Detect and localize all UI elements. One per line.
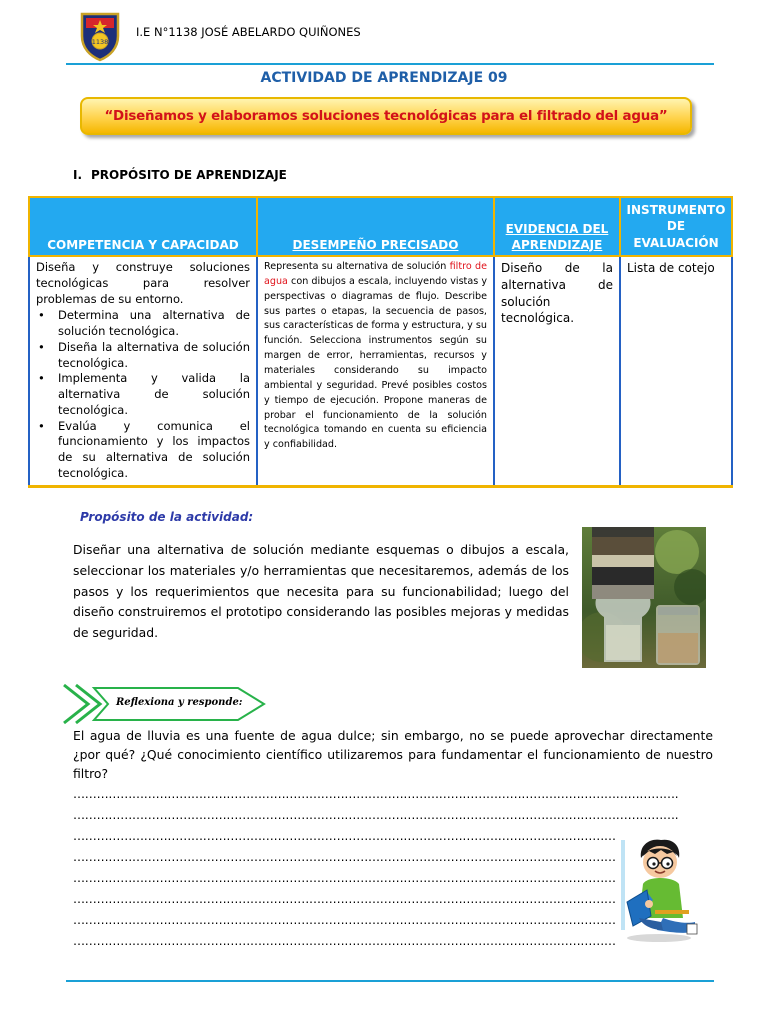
section-title: PROPÓSITO DE APRENDIZAJE <box>91 168 287 182</box>
answer-line-1[interactable]: ………………………………………………………………………………………………………………………………………. <box>73 787 679 801</box>
section-number: I. <box>73 168 83 182</box>
capacidades-list <box>36 308 250 481</box>
school-name: I.E N°1138 JOSÉ ABELARDO QUIÑONES <box>136 25 361 39</box>
title-banner <box>80 97 692 135</box>
desempeno-text: Representa su alternativa de solución filtro de agua con dibujos a escala, incluyendo vistas y perspectivas o diagramas de flujo. Describe sus partes o etapas, la secuencia de pasos, sus características de forma y estructura, y su función. Selecciona instrumentos según su margen de error, herramientas, recursos y materiales considerando su impacto ambiental y seguridad. Prevé posibles costos y tiempo de ejecución. Propone maneras de probar el funcionamiento de la solución tecnológica tomando en cuenta su eficiencia y confiabilidad. <box>264 261 487 451</box>
section-heading <box>73 168 287 182</box>
evidencia-cell <box>494 256 620 486</box>
logo-number: 1138 <box>91 38 109 46</box>
capacidad-item: • Determina una alternativa de solución tecnológica. <box>38 308 250 338</box>
capacidad-item: • Implementa y valida la alternativa de solución tecnológica. <box>38 371 250 417</box>
answer-line-5[interactable]: ………………………………………………………………………………………………………………………… <box>73 871 616 885</box>
school-crest-logo <box>76 10 124 62</box>
capacidad-item: • Diseña la alternativa de solución tecnológica. <box>38 339 250 370</box>
competency-table <box>28 196 733 488</box>
competencia-text: Diseña y construye soluciones tecnológicas para resolver problemas de su entorno. <box>36 260 250 306</box>
answer-line-4[interactable]: ………………………………………………………………………………………………………………………… <box>73 850 616 864</box>
instrumento-cell <box>620 256 732 486</box>
capacidad-item: • Evalúa y comunica el funcionamiento y los impactos de su alternativa de solución tecnológica. <box>38 418 250 480</box>
purpose-heading: Propósito de la actividad: <box>80 510 254 524</box>
bottom-divider <box>66 980 714 982</box>
activity-title: ACTIVIDAD DE APRENDIZAJE 09 <box>260 70 508 86</box>
water-filter-photo <box>582 527 706 668</box>
desempeno-cell <box>257 256 494 486</box>
answer-line-6[interactable]: ………………………………………………………………………………………………………………………… <box>73 892 616 906</box>
evidencia-text: Diseño de la alternativa de solución tecnológica. <box>501 261 613 326</box>
banner-title: “Diseñamos y elaboramos soluciones tecnológicas para el filtrado del agua” <box>104 108 668 124</box>
answer-line-2[interactable]: ………………………………………………………………………………………………………………………………………. <box>73 808 679 822</box>
instrumento-text: Lista de cotejo <box>627 261 715 275</box>
answer-line-7[interactable]: ………………………………………………………………………………………………………………………… <box>73 913 616 927</box>
header-instrumento: INSTRUMENTO DE EVALUACIÓN <box>620 197 732 256</box>
answer-line-8[interactable]: ………………………………………………………………………………………………………………………… <box>73 934 616 948</box>
competencia-cell <box>29 256 257 486</box>
purpose-text: Diseñar una alternativa de solución mediante esquemas o dibujos a escala, seleccionar los materiales y/o herramientas que necesitaremos, además de los pasos y los requerimientos que necesita para su funcionabilidad; luego del diseño construiremos el prototipo considerando las posibles mejoras y medidas de seguridad. <box>73 542 569 641</box>
header-competencia: COMPETENCIA Y CAPACIDAD <box>29 197 257 256</box>
reading-boy-illustration <box>617 838 699 943</box>
top-divider <box>66 63 714 65</box>
answer-line-3[interactable]: ………………………………………………………………………………………………………………………… <box>73 829 616 843</box>
header-desempeno: DESEMPEÑO PRECISADO <box>257 197 494 256</box>
desempeno-highlight: filtro de agua <box>264 261 487 287</box>
reflection-question: El agua de lluvia es una fuente de agua dulce; sin embargo, no se puede aprovechar directamente ¿por qué? ¿Qué conocimiento científico utilizaremos para fundamentar el funcionamiento de nuestro filtro? <box>73 728 713 782</box>
header-evidencia: EVIDENCIA DEL APRENDIZAJE <box>494 197 620 256</box>
reflect-label: Reflexiona y responde: <box>116 697 243 708</box>
